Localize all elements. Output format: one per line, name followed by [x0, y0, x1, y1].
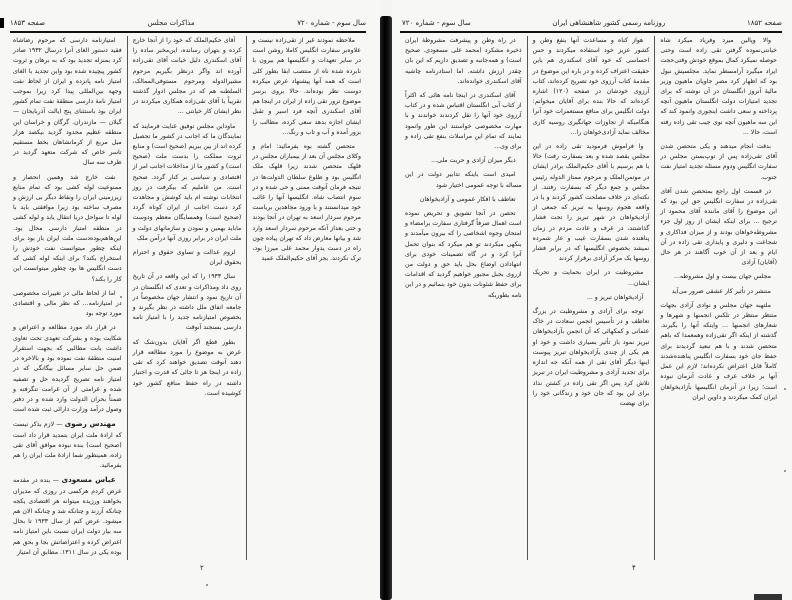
paragraph: متحصن گشته بوه بفرمائید: امام و وکلای مجلس آن بعد از بیمباران مجلس در قلهک متحصن شدند زیرا قلهک ملک انگلیس بود و طلوع سلطان الدولت‌ها در نتیجه فرمان آنوقت ممنی و حی شده و در سوم انتصاب شاه. انگلیسها آنها را غائب خود میدانستند و با ورود مجاهدین بریاست مرحوم سردار اسعد به تهران در آنجا بودند و حتی بعداز آنکه مرحوم سردار اسعد وارد شد و بیانها معارض داد که تهران پیاده چون راه در دست یدوار محمد علی میرزا بود، ترک نکردند. بجز آقای حکیم‌الملک عمید	[252, 143, 361, 263]
right-page-number: صفحه ۱۸۵۲	[746, 19, 782, 27]
paragraph: آقای حکیم‌الملک که خود را از آنجا خارج کرده و بتهران رسانده، این‌مخبر ساده را آقای اسکندری دلیل خیانت آقای تقی‌زاده آورده اند واگر ‌درنظر بگیریم مرحوم مشیرالدوله ومرحوم مستوفی‌الممالک، السلطنه هم که در مجلس ادوار گذشته تقریباً با آقای تقی‌زاده همکاری میکردند در نظر ایشان کار خیانتی ...	[132, 37, 242, 116]
right-page-column-3	[654, 36, 782, 560]
right-page-column-2	[527, 36, 655, 560]
speaker-text: — بنده در مقدمه عرض کردم هرکسی در روزی که مدیران بخواهند ورزیده میتوانه هر اقتصادی یکجه چنانکه آرزند و چنانکه شد و چنانکه الان هم میشود. عرض کنم از سال ۱۹۳۳ تا بحال سه بیار دولت ایران نسبت باین امتیاز نامه اعتراض کرده و اعتراضاتش بجا و بحق هم بوده یکی در سال ۱۳۱۱. مطابق آن امتیاز	[12, 477, 122, 556]
left-page	[0, 0, 380, 600]
paragraph: در قرار داد مورد مطالعه و اعتراض و شکایت بوده و بشرکت تعهدی تحت تعاوی داشت بابت مطالبی که بجهت استقرار امنیت منطقهٔ نفت نموده بود و بالاخره در ضمن حل سایر مسائل بیگانگی که در امتیاز نامه تصریح گردیده حل و تصفیه شده و غرامتی از آن غرامت تنگرفته و ضمناً بحران الدولت وارد شده و در دفتر وصول درآمد وزارت دارائی ثبت شده است	[12, 324, 122, 414]
scan-speck	[784, 470, 786, 472]
scan-corner-mark	[0, 18, 4, 28]
paragraph: ملاحظه نمودند غیر از تقی‌زاده نیست و علاوه‌بر سفارت انگلیس کاملا روشن است در سایر تعهدات و انگلیسها هم بیرون با نابرده شده ناه از منتصب ابقا بطور کلی است که همه آنها پیشنهاد عرض‌ میکرده دوست نظر بوده‌اند. حالا بروی برسر موضوع ترور تقی زاده از ایران در اینجا هم آقای اسکندری آنچه فرد اسیر و تقبل ایشان اجازه بدهد سعی کرده، مطالب را بزور آمده و آب و تاب و رنگ...	[252, 37, 361, 136]
paragraph: در راه وطن و پیشرفت مشروطهٔ ایران ذخیره مشکرد (محمد علی مسعودی. صحیح است) و همه‌جانبه و تصدیق داریم که این بان چقدر ارزش داشته. اما استادرنامه چاشیه آقای اسکندری خوانده‌اند.	[404, 37, 522, 85]
right-page-column-1	[400, 36, 527, 560]
scan-speck	[784, 388, 786, 390]
paragraph: توجه برای آزادی و مشروطیت در بزرگ تعاطف و در تأسیس انجمن سعادت در خاک عثمانی و کمکهائی که آن انجمن بآزادیخواهان تبریز نمود باز تأثیر بسیاری داشت و خود او هم یکی از چندی بآزادیخواهان تبریز پیوست اینها دیگر آقای تقی از همه آنکه جه اندازه برای تجدید آزادی و مشروطیت ایران در تبریز تلاش کرد پس اگر تقی زاده در کشتن نداد برای این بود که جان خود و زندگانی خود را برای نهضت	[532, 308, 650, 407]
paragraph: منتشر در تأثیر کار عشقی ضرور می‌آید	[671, 287, 771, 295]
right-page-folio: ۴	[632, 564, 636, 572]
paragraph: آزادیخواهان تبریز و ...	[586, 293, 644, 301]
left-page-folio: ۲	[200, 564, 204, 572]
paragraph: اما از لحاظ مالی در تغییرات مخصوصی در امتیازنامه... که نظر مالی و اقتصادی مورد توجه بود	[12, 289, 122, 318]
paragraph: سال ۱۹۳۳ را که این واقعه در آن تاریخ روی داد ومذاکرات و تعدی که انگلستان در آن تاریخ نمود و انتشار جهان مخصوصاً در جامعه اتفاق ملل داشته در نظر بگیرند و بخصوص امتیازنامه جدید را با امتیاز نامه دارسی بسنجند آنوقت	[132, 273, 242, 332]
paragraph: بطور قطع اگر آقایان بدون‌شک که عرض‌ به موضوع را مورد مطالعه قرار دهند آنوقت تصدیق خواهند کرد که تقی زاده در اینجا هر تا جائی که قدرت و اختیار داشته در راه حفظ منافع کشور خود کوشیده است.	[132, 338, 242, 397]
scan-edge-mark	[754, 594, 782, 600]
paragraph: دیگر میزان آزادی و حریت ملی...	[431, 157, 516, 165]
paragraph: ماوداین مجلس توفیق عنایت فرمایند که نمایندگان ما که اجانب در کشور ما تحصیل کرده اند از بین ببریم (صحیح است) و منابع ثروت مملکت را بدست ملت (صحیح است) و کشور ما از مداخلات اجانب امر از اقتصادی و سیاسی بر کنار گردد. صحیح است. من عاملیم که بیکرفت در روز انتخابات نوشته ام باید کوشش و مجاهدت کرد دست اجانب از ایران کوتاه گردد (صحیح است) وهمسایگان معظم ودوست ماباید بهمین و نمودن و سازمانهای دولت و ملت ایران در برابر روزی آنها درآمن ملک	[132, 122, 242, 242]
paragraph: لزوم عدالت و تساوی حقوق و احترام بحقوق ایران	[132, 249, 242, 267]
paragraph: مشروطیت در ایران بحمایت و تحریک ایشان...	[532, 269, 650, 287]
left-page-columns	[8, 36, 366, 560]
header-rule	[10, 31, 366, 33]
left-page-issue-label: سال سوم - شماره ۷۲۰	[297, 19, 366, 27]
left-page-column-2	[127, 36, 247, 560]
right-page-running-header	[402, 17, 782, 29]
left-page-running-header	[10, 17, 366, 29]
paragraph: آقای اسکندری در اینجا نامه هائی که اکثراً از کتاب آبی انگلستان اقتباس شده و در کتاب آرزوی خود آنها را نقل کردندند خواندند و با مهارت مخصوصی خواستند این طور وانمود نمایند که تمام این مراسلات بنفع تقی زاده و برای وی...	[404, 92, 522, 151]
header-rule	[400, 31, 782, 33]
left-page-column-1	[8, 36, 127, 560]
scan-speck	[120, 296, 122, 298]
speaker-name: مهندس رضوی	[64, 419, 116, 429]
paragraph: امیدی است باینکه تدابیر دولت در این مساله با توجه عمومی اختیار شود	[404, 171, 522, 189]
paragraph: هواز کناه و مساعدت آنها بنفع وطن و کشور عزیز خود استفاده میکردند و حس احساسی که خود آقای اسکندری هم باین حقیقت اعتراف کرده و در باره این موضوع در مقدمهٔ کتاب آرزوی خود تصریح کرده‌اند، کتاب آرزوی خودشان در صفحه (۱۲۰) اشاره کرده‌اند که حالا بنده برای آقایان میخوانم: دولت انگلیس برای منافع مستعمرات خود آنرا هنگامیکه از تجاوزات جهانگیری روسیه کاری مخالف نماید آزادی‌خواهان را...	[532, 37, 650, 136]
scan-speck	[206, 584, 208, 586]
binding-gutter	[380, 16, 392, 600]
speaker-name: عباس مسعودی	[61, 475, 116, 485]
paragraph: نفت خارج شد وهمین انحصار و ممنوعیت لوله کشی بود که تمام منابع زیرزمینی ایران را ونقاط دیگر بی ارزش و مصرف ساخته بود زیرا موافقتی باید با لوله تا سواحل دریا انتقال یابد و لوله کشی در منطقه امتیاز دارسی محال بود. این‌هاهم‌بوده‌دست ملت ایران باز بود برای اینکه چطور میتوانست نفت خودش را استخراج بکند؟ برای اینکه لوله کشی که دست انگلیس ها بود چطور میتوانست این کار را بکند؟	[12, 173, 122, 283]
paragraph: امتیازنامه دارسی که مرحوم رضاشاه فقید دستور الغای آنرا درسال ۱۹۳۲ صادر کرد بمنزله تجدید بود که به برهان و ثروت کشور پیچیده شده بود واین تجدید با الغای امتیاز نامه پانزده و ایران از لحاظ نفت وجهة بین‌المللی پیدا کرد زیرا بموجب امتیاز نامهٔ دارسی منطقهٔ نفت تمام کشور ایران بود باستثنای پنج ایالت آذربایجان — گیلان — مازندران. گرگان و خراسان این منطقه عظیم محدود گردید بیکصد هزار میل مربع از کرمانشاهان بخط مستقیم تاسر خاص که شرکت متعهد گردید در ظرف سه سال	[12, 37, 122, 167]
speaker-paragraph	[13, 419, 122, 471]
right-page-columns	[400, 36, 782, 560]
speaker-paragraph	[13, 475, 122, 558]
left-page-section-title: مذاکرات مجلس	[147, 19, 195, 27]
paragraph: تعاطف با افکار عمومی و آزادیخواهان	[419, 195, 516, 203]
paragraph: بدقت انجام میدهند و یکی متحصن شدن آقای تقی‌زاده پس از توپ‌بستن مجلس در سفارت انگلیس ودوم مسئله تجدید امتیاز نفت جنوب.	[660, 143, 777, 181]
paragraph: ملتهبه جهان مجلس و نوادی آزادی بجهات منتظر منتظر در تلکس انجمنها و شهرها و شعارهای انجمنها ... وایتکه آنها را بگیرند. گذشته از اینکه اگر تقی‌زاده وهمعمدا که باهم متحصن شدند و با هم تبعید گردیدند برای حفظ جان خود بسفارت انگلیس پناهنده‌شدند کاملاً قابل‌ اعتراض نکرده‌اند؛ لازم این عمل آنها بر خلاف عرف و عادت آنزمان نبوده است؛ زیرا در آنزمان انگلیسها بآزادیخواهان ایران کمک میکردند و داوین ایران	[660, 301, 777, 401]
paragraph: در قسمت اول راجع بمتحصن شدن آقای تقی‌زاده در سفارت انگلیس حق این بود که این موضوع را آقای ماننده آقای محمود از ترجیح ... برای اینکه ایشان از روز اول جزء مشروطه‌خواهان بودند و از میزان فداکاری و شجاعت و دلیری و پایداری تقی زاده در آن ایام و بعد از آن خوب آگاهند در هر حال (آقایان) آزادی	[660, 187, 777, 267]
paragraph: مجلس جهان بیست و اول مشروطه...	[674, 273, 771, 281]
left-page-column-3	[246, 36, 366, 560]
paragraph: وا فراموش فرمودید تقی زاده در این مجلس بقصد شده و بعد بسفارت رفت) حالا با هم برسیم با آقای حکیم‌الملک برادر ایشان در موتمن‌الملک و مرحوم ممتاز الدوله رئیس مجلس و جمع دیگر که بسفارت رفتند. از نکته‌ای در خلاف مصلحت کشور کردند و یا در واقعه هجوم روسها به تبریز که جمعی از آزادیخواهان در شهر تبریز را تحت فشار گذاشتند، در عرف و عادت مردم در زمان پناهنده شدن بسفارت عیب و عار شمرده نمیشد بخصوص انگلیسها که در برابر فشار روسها یک مرکز آزادی برقرار کردند	[532, 143, 650, 263]
right-page-issue-label: سال سوم - شماره ۷۲۰	[402, 19, 471, 27]
paragraph: والا وپالین میرد وفریاد میکرد شاه خیانتی‌نموده گرفتن تقی زاده است وحتی حوصله نمیکرد کمال بموقع خودش وقتی‌حجت ایراد میگیرد آرامسطر نماید. مجلسیش نبول بود که اظهار کرد مصر جاویان ماهیون وزیر مالیهٔ آنروز انگلستان در آن نوشته که برای تجدید امتیازات دولت انگلستان ماهیون آنچه پرداخته و سعی داشت اینجوری وانمود کند که این سه ماهیون آنچه نوی جیب تقی زاده رفته است، حالا ...	[660, 37, 777, 136]
speaker-text: — لازم بذکر نیست که ارادهٔ ملت ایران بتمدید قرار داد است (صحیح است) بنده نبوده موافق آقای تقی زاده، همینطور شما ارادهٔ ملت ایران را هم بفرمائید.	[12, 421, 122, 470]
right-page-section-title: روزنامه رسمی کشور شاهنشاهی ایران	[552, 19, 666, 27]
left-page-number: صفحه ۱۸۵۳	[10, 19, 46, 27]
paragraph: تحصن در آنجا تشویق و تحریض نموده است اهمال صرفاً گرفتاری سفارت برامضاء و امتحان وجوه اشخاصی را که بیرون میآمدند و بنکهی میکردند تو هم میکرد که بنوان تحمل آنرا کرد و در گاه تضمینات خودی برای انتهادادن اوضاع بحل باید حق و دولت من ازروی بحبل مجبور خواهیم گردید که اقدامات برای حفظ شئونات بدون خود بنمائیم و در این نامه بطوریکه	[404, 210, 522, 299]
right-page	[392, 0, 792, 600]
